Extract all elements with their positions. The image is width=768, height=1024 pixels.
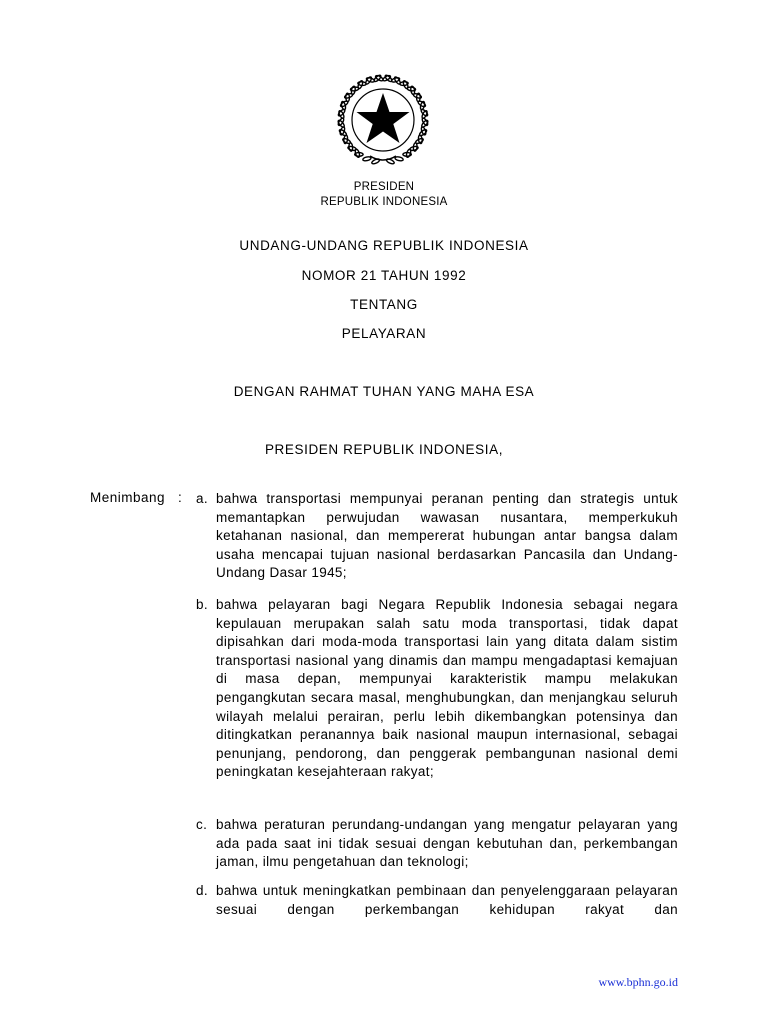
- list-item: [196, 882, 678, 919]
- authority: PRESIDEN REPUBLIK INDONESIA,: [264, 442, 504, 457]
- item-letter: d.: [196, 883, 208, 898]
- item-text: bahwa transportasi mempunyai peranan penting dan strategis untuk memantapkan perwujudan wawasan nusantara, memperkukuh ketahanan nasional, dan mempererat hubungan antar bangsa dalam usaha mencapai tujuan nasional berdasarkan Pancasila dan Undang-Undang Dasar 1945;: [216, 491, 678, 581]
- item-text: bahwa untuk meningkatkan pembinaan dan penyelenggaraan pelayaran sesuai dengan perkembangan kehidupan rakyat dan: [216, 883, 678, 917]
- item-letter: a.: [196, 491, 208, 506]
- issuer-line-1: PRESIDEN: [353, 181, 415, 193]
- document-about: TENTANG: [350, 297, 418, 312]
- item-letter: c.: [196, 817, 208, 832]
- list-item: [196, 816, 678, 872]
- item-letter: b.: [196, 597, 208, 612]
- item-text: bahwa peraturan perundang-undangan yang mengatur pelayaran yang ada pada saat ini tidak sesuai dengan kebutuhan dan, perkembangan jaman, ilmu pengetahuan dan teknologi;: [216, 817, 678, 870]
- invocation: DENGAN RAHMAT TUHAN YANG MAHA ESA: [233, 384, 535, 399]
- document-number: NOMOR 21 TAHUN 1992: [301, 268, 467, 283]
- menimbang-label: Menimbang: [90, 490, 166, 505]
- item-text: bahwa pelayaran bagi Negara Republik Indonesia sebagai negara kepulauan merupakan salah satu moda transportasi, tidak dapat dipisahkan dari moda-moda transportasi lain yang ditata dalam sistim transportasi nasional yang dinamis dan mampu mengadaptasi kemajuan di masa depan, mempunyai karakteristik mampu melakukan pengangkutan secara masal, menghubungkan, dan menjangkau seluruh wilayah melalui perairan, perlu lebih dikembangkan potensinya dan ditingkatkan peranannya baik nasional maupun internasional, sebagai penunjang, pendorong, dan penggerak pembangunan nasional demi peningkatan kesejahteraan rakyat;: [216, 597, 678, 780]
- menimbang-colon: :: [178, 490, 182, 505]
- document-title: UNDANG-UNDANG REPUBLIK INDONESIA: [239, 238, 529, 253]
- document-subject: PELAYARAN: [341, 326, 427, 341]
- list-item: [196, 596, 678, 782]
- list-item: [196, 490, 678, 583]
- issuer-line-2: REPUBLIK INDONESIA: [320, 196, 448, 208]
- footer-link[interactable]: www.bphn.go.id: [598, 975, 678, 989]
- presidential-seal-icon: [330, 68, 436, 172]
